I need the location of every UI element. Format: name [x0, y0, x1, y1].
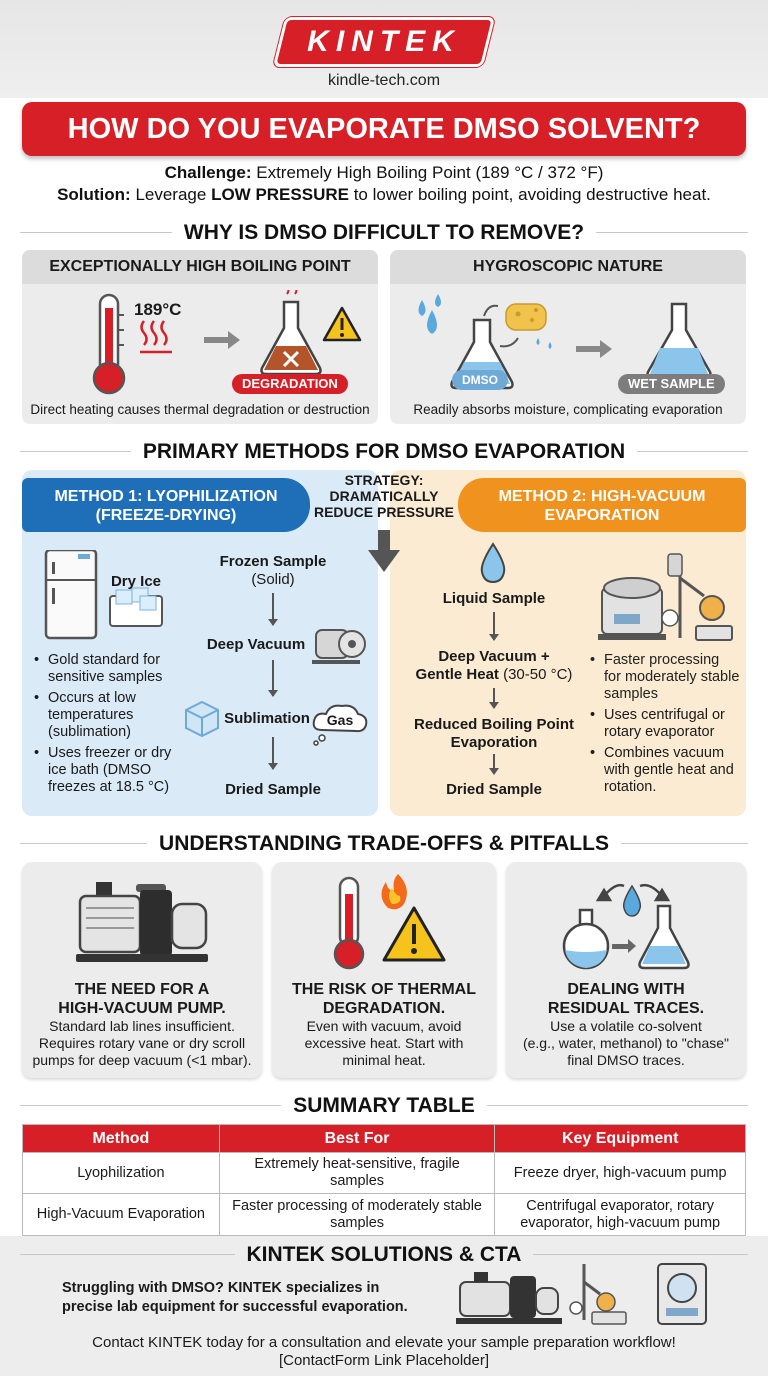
- title-banner: [22, 102, 746, 156]
- solution-label: Solution:: [57, 185, 131, 204]
- solution-pre: Leverage: [130, 185, 212, 204]
- flow-arrow-icon: [493, 612, 495, 640]
- strategy-label: [310, 472, 458, 520]
- method1-title-line2: (FREEZE-DRYING): [95, 507, 237, 524]
- round-flask-icon: [564, 910, 608, 968]
- boiling-point-panel: [22, 250, 378, 424]
- method1-bullets: [34, 652, 184, 800]
- sublimation-label: Sublimation: [224, 710, 310, 727]
- method2-header: [458, 478, 746, 532]
- evaporator-equipment-illustration: [596, 548, 736, 644]
- challenge-line: [0, 163, 768, 183]
- vacuum-pump-icon: [312, 620, 368, 666]
- ice-cube-icon: [182, 698, 222, 738]
- table-row: [23, 1153, 746, 1194]
- cta-heading-text: KINTEK SOLUTIONS & CTA: [235, 1240, 534, 1270]
- dried-sample-label: Dried Sample: [225, 781, 321, 798]
- rotary-evaporator-icon: [662, 554, 732, 640]
- dmso-flask-label: DMSO: [452, 370, 508, 390]
- tradeoff-card-pump: [22, 862, 262, 1078]
- co-solvent-chase-illustration: [558, 876, 694, 972]
- flame-icon: [381, 874, 406, 909]
- degradation-badge: DEGRADATION: [232, 374, 348, 394]
- method2-title-line1: METHOD 2: HIGH-VACUUM: [498, 488, 706, 505]
- strategy-arrow-icon: [366, 530, 402, 574]
- deep-vacuum-label: Deep Vacuum: [206, 636, 306, 653]
- hygroscopic-panel: [390, 250, 746, 424]
- method1-title-line1: METHOD 1: LYOPHILIZATION: [54, 488, 278, 505]
- cta-contact-text: Contact KINTEK today for a consultation and elevate your sample preparation workflow!: [92, 1334, 676, 1351]
- method1-bullet: • Uses freezer or dry ice bath (DMSO freezes at 18.5 °C): [34, 745, 184, 796]
- hygroscopic-title: HYGROSCOPIC NATURE: [390, 250, 746, 284]
- arrow-right-icon: [576, 340, 612, 358]
- pump-card-title: THE NEED FOR A HIGH-VACUUM PUMP.: [58, 981, 226, 1017]
- dry-ice-icon: [110, 588, 162, 626]
- sponge-icon: [506, 304, 546, 330]
- table-cell: Centrifugal evaporator, rotary evaporator, high-vacuum pump: [495, 1194, 746, 1236]
- water-drop-icon: [624, 886, 641, 916]
- small-drops-icon: [537, 338, 552, 349]
- challenge-text: Extremely High Boiling Point (189 °C / 372 °F): [251, 163, 604, 182]
- summary-heading: [20, 1091, 748, 1121]
- reduced-bp-label: Reduced Boiling Point Evaporation: [414, 716, 574, 751]
- conical-flask-icon: [640, 906, 689, 968]
- arrow-right-icon: [204, 331, 240, 349]
- freezer-dryice-illustration: [44, 550, 174, 645]
- hygroscopic-caption: Readily absorbs moisture, complicating evaporation: [413, 402, 723, 417]
- flow-arrow-icon: [272, 737, 274, 769]
- high-vacuum-pump-icon: [76, 880, 210, 970]
- solution-line: [0, 185, 768, 205]
- thermometer-icon: [335, 878, 363, 968]
- methods-heading: [20, 437, 748, 467]
- gas-label: Gas: [326, 712, 354, 728]
- strategy-line2: DRAMATICALLY: [329, 488, 439, 504]
- boiling-point-caption: Direct heating causes thermal degradation or destruction: [30, 402, 370, 417]
- thermal-card-title: THE RISK OF THERMAL DEGRADATION.: [292, 981, 476, 1017]
- flow-arrow-icon: [493, 688, 495, 708]
- table-header-row: [23, 1125, 746, 1153]
- flow-arrow-icon: [272, 660, 274, 696]
- summary-heading-text: SUMMARY TABLE: [281, 1091, 487, 1121]
- residual-card-desc: Use a volatile co-solvent (e.g., water, methanol) to "chase" final DMSO traces.: [522, 1018, 730, 1068]
- vacuum-pump-product-icon: [456, 1272, 562, 1324]
- method2-bullet: • Faster processing for moderately stable samples: [590, 652, 740, 703]
- table-cell: Freeze dryer, high-vacuum pump: [495, 1153, 746, 1194]
- method2-bullet: • Uses centrifugal or rotary evaporator: [590, 707, 740, 741]
- freeze-dryer-product-icon: [658, 1264, 706, 1324]
- methods-heading-text: PRIMARY METHODS FOR DMSO EVAPORATION: [131, 437, 637, 467]
- vacuum-heat-label: Deep Vacuum + Gentle Heat (30-50 °C): [415, 648, 573, 683]
- contact-form-link[interactable]: [ContactForm Link Placeholder]: [278, 1352, 490, 1369]
- thermal-card-desc: Even with vacuum, avoid excessive heat. Start with minimal heat.: [304, 1018, 464, 1068]
- website-url[interactable]: kindle-tech.com: [327, 72, 441, 89]
- why-heading: [20, 218, 748, 248]
- table-row: [23, 1194, 746, 1236]
- column-header: Best For: [219, 1125, 495, 1153]
- warning-icon: [384, 908, 444, 960]
- residual-card-title: DEALING WITH RESIDUAL TRACES.: [547, 981, 705, 1017]
- tradeoff-card-residual: [506, 862, 746, 1078]
- method1-header: [22, 478, 310, 532]
- method2-title-line2: EVAPORATION: [544, 507, 660, 524]
- cta-text: Struggling with DMSO? KINTEK specializes in precise lab equipment for successful evaporation.: [62, 1280, 408, 1315]
- liquid-drop-icon: [478, 542, 508, 584]
- kintek-logo: KINTEK: [307, 25, 461, 58]
- rotary-evaporator-product-icon: [570, 1264, 626, 1324]
- heat-waves-icon: [140, 321, 172, 352]
- strategy-line3: REDUCE PRESSURE: [313, 504, 455, 520]
- dry-ice-label: Dry Ice: [110, 573, 162, 590]
- flow-arrow-icon: [272, 593, 274, 625]
- method2-bullets: [590, 652, 740, 800]
- centrifugal-evaporator-icon: [598, 578, 666, 640]
- pump-card-desc: Standard lab lines insufficient. Requires rotary vane or dry scroll pumps for deep vacuum (<1 mbar).: [32, 1018, 252, 1068]
- water-drops-icon: [419, 294, 442, 334]
- column-header: Key Equipment: [495, 1125, 746, 1153]
- table-cell: Faster processing of moderately stable samples: [219, 1194, 495, 1236]
- temperature-label: 189°C: [134, 300, 182, 319]
- page-title: HOW DO YOU EVAPORATE DMSO SOLVENT?: [67, 113, 701, 145]
- method1-bullet: • Occurs at low temperatures (sublimation): [34, 690, 184, 741]
- column-header: Method: [23, 1125, 220, 1153]
- solution-post: to lower boiling point, avoiding destructive heat.: [348, 185, 711, 204]
- freezer-icon: [46, 550, 96, 638]
- table-cell: Lyophilization: [23, 1153, 220, 1194]
- flow-arrow-icon: [493, 754, 495, 774]
- tradeoffs-heading-text: UNDERSTANDING TRADE-OFFS & PITFALLS: [147, 829, 621, 859]
- thermometer-icon: [94, 295, 124, 393]
- solution-emphasis: LOW PRESSURE: [211, 185, 349, 204]
- challenge-label: Challenge:: [164, 163, 252, 182]
- strategy-line1: STRATEGY:: [344, 472, 424, 488]
- warning-icon: [324, 308, 360, 340]
- boiling-point-title: EXCEPTIONALLY HIGH BOILING POINT: [22, 250, 378, 284]
- liquid-sample-label: Liquid Sample: [442, 590, 546, 607]
- thermal-risk-illustration: [332, 874, 452, 974]
- table-cell: High-Vacuum Evaporation: [23, 1194, 220, 1236]
- method1-bullet: • Gold standard for sensitive samples: [34, 652, 184, 686]
- flask-wet-icon: [648, 304, 711, 378]
- wet-sample-badge: WET SAMPLE: [618, 374, 725, 394]
- table-cell: Extremely heat-sensitive, fragile samples: [219, 1153, 495, 1194]
- tradeoffs-heading: [20, 829, 748, 859]
- flask-damaged-icon: [262, 290, 321, 374]
- method2-bullet: • Combines vacuum with gentle heat and rotation.: [590, 745, 740, 796]
- summary-table: [22, 1124, 746, 1236]
- why-heading-text: WHY IS DMSO DIFFICULT TO REMOVE?: [172, 218, 596, 248]
- dried-sample-label-2: Dried Sample: [446, 781, 542, 798]
- product-equipment-illustration: [456, 1260, 716, 1330]
- tradeoff-card-thermal: [272, 862, 496, 1078]
- frozen-sample-label: Frozen Sample (Solid): [219, 553, 327, 588]
- arrow-right-icon: [612, 939, 636, 953]
